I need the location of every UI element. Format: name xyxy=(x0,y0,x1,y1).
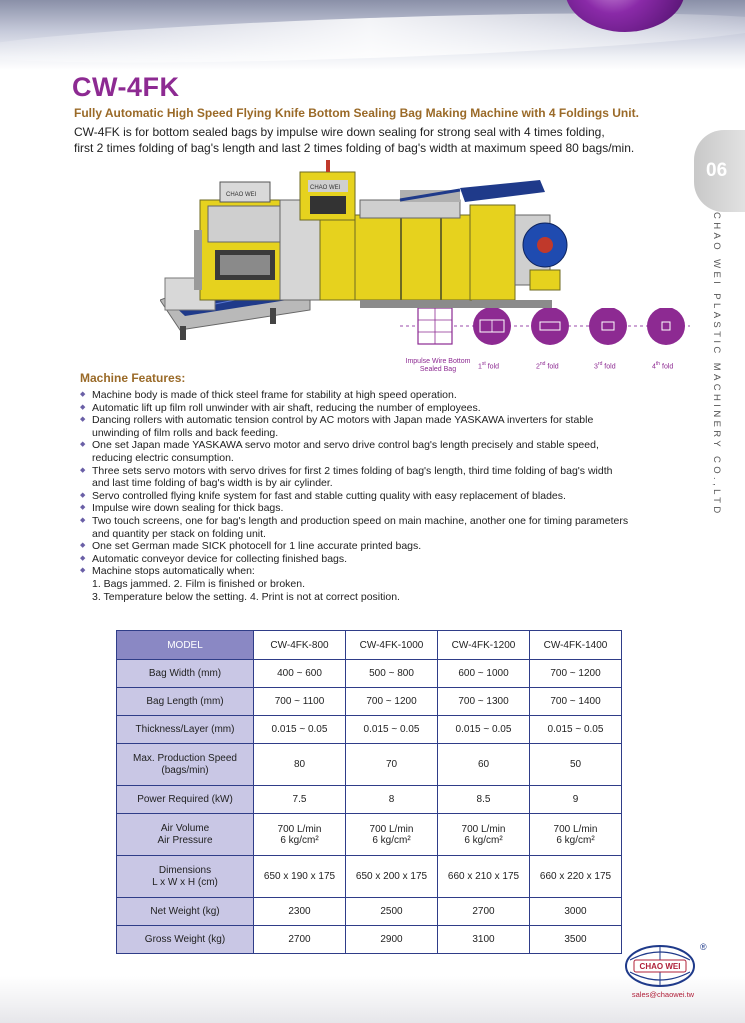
table-row xyxy=(117,926,622,954)
table-cell xyxy=(254,814,346,856)
feature-item: ◆ Servo controlled flying knife system for fast and stable cutting quality with easy replacement of blades. xyxy=(80,490,700,503)
row-label-line: Net Weight (kg) xyxy=(150,905,220,917)
feature-item-continued: reducing electric consumption. xyxy=(92,451,234,464)
table-cell xyxy=(438,898,530,926)
main-machine-body xyxy=(355,190,475,308)
cell-line: 2500 xyxy=(380,906,403,917)
row-label xyxy=(117,660,254,688)
feature-item: ◆ Machine body is made of thick steel frame for stability at high speed operation. xyxy=(80,389,700,402)
fold-4-label: 4th fold xyxy=(652,361,674,371)
table-row xyxy=(117,786,622,814)
table-cell xyxy=(438,688,530,716)
page-number-tab xyxy=(694,130,745,212)
table-cell xyxy=(530,786,622,814)
row-label xyxy=(117,688,254,716)
cell-line: 6 kg/cm² xyxy=(372,834,411,846)
fold-1-label: 1st fold xyxy=(478,361,500,371)
table-cell xyxy=(530,716,622,744)
row-label-line: Thickness/Layer (mm) xyxy=(135,723,235,735)
table-cell xyxy=(346,716,438,744)
table-cell xyxy=(346,926,438,954)
cell-line: 3100 xyxy=(472,934,495,945)
page-number: 06 xyxy=(706,160,728,181)
row-label xyxy=(117,898,254,926)
feature-item: ◆ One set German made SICK photocell for 1 line accurate printed bags. xyxy=(80,540,700,553)
table-cell xyxy=(254,660,346,688)
row-label-line: Bag Width (mm) xyxy=(148,667,222,679)
cell-line: 7.5 xyxy=(292,794,307,805)
row-label xyxy=(117,786,254,814)
cell-line: 700 ~ 1100 xyxy=(274,696,325,707)
cell-line: 6 kg/cm² xyxy=(556,834,595,846)
intro-line-1: CW-4FK is for bottom sealed bags by impulse wire down sealing for strong seal with 4 times folding, xyxy=(74,125,605,139)
cell-line: 60 xyxy=(477,759,490,770)
cell-line: 0.015 ~ 0.05 xyxy=(547,724,604,735)
cell-line: 700 ~ 1200 xyxy=(550,668,601,679)
fold-4-icon xyxy=(647,308,685,345)
row-label xyxy=(117,856,254,898)
page-subtitle: Fully Automatic High Speed Flying Knife Bottom Sealing Bag Making Machine with 4 Foldings Unit. xyxy=(74,106,639,120)
table-cell xyxy=(530,660,622,688)
table-row xyxy=(117,856,622,898)
row-label-line: (bags/min) xyxy=(161,764,209,776)
row-label-line: Gross Weight (kg) xyxy=(144,933,226,945)
table-cell xyxy=(346,856,438,898)
feature-item-continued: 3. Temperature below the setting. 4. Print is not at correct position. xyxy=(92,590,400,603)
spec-table xyxy=(116,630,622,954)
cell-line: 3500 xyxy=(564,934,587,945)
machine-label-2: CHAO WEI xyxy=(310,185,341,191)
feature-item: ◆ Machine stops automatically when: xyxy=(80,565,700,578)
row-label-line: Power Required (kW) xyxy=(137,793,233,805)
unwinder-section xyxy=(460,180,567,308)
fold-3-label: 3rd fold xyxy=(594,361,616,371)
cell-line: 2900 xyxy=(380,934,403,945)
cell-line: 700 ~ 1400 xyxy=(550,696,601,707)
cell-line: 400 ~ 600 xyxy=(277,668,322,679)
cell-line: 9 xyxy=(572,794,579,805)
logo-text: CHAO WEI xyxy=(639,962,681,971)
cell-line: 700 L/min xyxy=(277,823,322,835)
table-cell xyxy=(346,688,438,716)
table-cell xyxy=(530,744,622,786)
features-title: Machine Features: xyxy=(80,371,186,385)
cell-line: 80 xyxy=(293,759,306,770)
registered-mark: ® xyxy=(700,942,707,952)
table-cell xyxy=(438,926,530,954)
cell-line: 2300 xyxy=(288,906,311,917)
table-cell xyxy=(254,744,346,786)
row-label-line: Bag Length (mm) xyxy=(146,695,224,707)
cell-line: 8.5 xyxy=(476,794,491,805)
table-row xyxy=(117,660,622,688)
feature-item-continued: and last time folding of bag's width is by air cylinder. xyxy=(92,477,333,490)
contact-email: sales@chaowei.tw xyxy=(631,990,695,999)
table-cell xyxy=(346,898,438,926)
feature-item-continued: unwinding of film rolls and back feeding. xyxy=(92,426,279,439)
feature-item: ◆ Dancing rollers with automatic tension control by AC motors with Japan made YASKAWA inverters for stable xyxy=(80,414,700,427)
folding-unit xyxy=(194,182,290,300)
table-cell xyxy=(530,814,622,856)
table-row xyxy=(117,814,622,856)
table-cell xyxy=(530,926,622,954)
feature-item: ◆ One set Japan made YASKAWA servo motor and servo drive control bag's length precisely and stable speed, xyxy=(80,439,700,452)
cell-line: 700 L/min xyxy=(461,823,506,835)
cell-line: 700 ~ 1200 xyxy=(366,696,417,707)
fold-bag-label: Impulse Wire Bottom Sealed Bag xyxy=(405,358,471,373)
row-label-line: Dimensions xyxy=(158,864,212,876)
cell-line: 660 x 220 x 175 xyxy=(539,871,612,882)
table-cell xyxy=(438,856,530,898)
feature-item: ◆ Three sets servo motors with servo drives for first 2 times folding of bag's length, third time folding of bag's width xyxy=(80,465,700,478)
table-cell xyxy=(254,898,346,926)
table-row xyxy=(117,744,622,786)
row-label xyxy=(117,814,254,856)
column-header: CW-4FK-1200 xyxy=(438,631,530,660)
fold-2-label: 2nd fold xyxy=(536,361,559,371)
fold-diagram xyxy=(400,308,700,358)
feature-item-continued: and quantity per stack on folding unit. xyxy=(92,527,266,540)
machine-label-1: CHAO WEI xyxy=(226,192,257,198)
table-row xyxy=(117,688,622,716)
cell-line: 6 kg/cm² xyxy=(464,834,503,846)
cell-line: 8 xyxy=(388,794,395,805)
table-cell xyxy=(438,744,530,786)
cell-line: 660 x 210 x 175 xyxy=(447,871,520,882)
feature-item: ◆ Two touch screens, one for bag's length and production speed on main machine, another one for timing parameters xyxy=(80,515,700,528)
row-label xyxy=(117,744,254,786)
table-cell xyxy=(438,660,530,688)
fold-2-icon xyxy=(531,308,569,345)
row-label xyxy=(117,926,254,954)
table-cell xyxy=(254,926,346,954)
row-label-line: Air Volume xyxy=(160,822,210,834)
cell-line: 650 x 190 x 175 xyxy=(263,871,336,882)
cell-line: 600 ~ 1000 xyxy=(458,668,509,679)
row-label xyxy=(117,716,254,744)
cell-line: 0.015 ~ 0.05 xyxy=(363,724,420,735)
page-title: CW-4FK xyxy=(72,72,180,102)
cell-line: 700 L/min xyxy=(369,823,414,835)
company-vertical-text: CHAO WEI PLASTIC MACHINERY CO.,LTD xyxy=(711,212,722,517)
intro-text xyxy=(74,124,694,156)
chao-wei-logo xyxy=(620,940,710,990)
table-cell xyxy=(254,688,346,716)
table-cell xyxy=(530,898,622,926)
row-label-line: L x W x H (cm) xyxy=(152,876,218,888)
table-body xyxy=(117,660,622,954)
features-list xyxy=(80,389,700,603)
cell-line: 500 ~ 800 xyxy=(369,668,414,679)
cell-line: 50 xyxy=(569,759,582,770)
cell-line: 3000 xyxy=(564,906,587,917)
row-label-line: Max. Production Speed xyxy=(133,752,237,764)
table-cell xyxy=(254,716,346,744)
cell-line: 0.015 ~ 0.05 xyxy=(271,724,328,735)
feature-item-continued: 1. Bags jammed. 2. Film is finished or broken. xyxy=(92,577,306,590)
table-cell xyxy=(530,856,622,898)
cell-line: 650 x 200 x 175 xyxy=(355,871,428,882)
table-cell xyxy=(346,744,438,786)
cell-line: 700 L/min xyxy=(553,823,598,835)
sealing-section xyxy=(280,160,355,300)
column-header: CW-4FK-1400 xyxy=(530,631,622,660)
table-cell xyxy=(530,688,622,716)
table-cell xyxy=(254,786,346,814)
row-label-line: Air Pressure xyxy=(157,834,213,846)
table-header-row xyxy=(117,631,622,660)
table-cell xyxy=(438,814,530,856)
table-cell xyxy=(346,814,438,856)
feature-item: ◆ Automatic lift up film roll unwinder with air shaft, reducing the number of employees. xyxy=(80,402,700,415)
model-header: MODEL xyxy=(117,631,254,660)
column-header: CW-4FK-800 xyxy=(254,631,346,660)
table-row xyxy=(117,898,622,926)
table-cell xyxy=(346,786,438,814)
cell-line: 70 xyxy=(385,759,398,770)
intro-line-2: first 2 times folding of bag's length and last 2 times folding of bag's width at maximum speed 80 bags/min. xyxy=(74,141,635,155)
feature-item: ◆ Automatic conveyor device for collecting finished bags. xyxy=(80,553,700,566)
feature-item: ◆ Impulse wire down sealing for thick bags. xyxy=(80,502,700,515)
table-cell xyxy=(438,716,530,744)
cell-line: 0.015 ~ 0.05 xyxy=(455,724,512,735)
fold-3-icon xyxy=(589,308,627,345)
table-cell xyxy=(346,660,438,688)
table-cell xyxy=(254,856,346,898)
cell-line: 700 ~ 1300 xyxy=(458,696,509,707)
cell-line: 2700 xyxy=(288,934,311,945)
column-header: CW-4FK-1000 xyxy=(346,631,438,660)
cell-line: 2700 xyxy=(472,906,495,917)
cell-line: 6 kg/cm² xyxy=(280,834,319,846)
header-banner xyxy=(0,0,745,70)
table-cell xyxy=(438,786,530,814)
table-row xyxy=(117,716,622,744)
